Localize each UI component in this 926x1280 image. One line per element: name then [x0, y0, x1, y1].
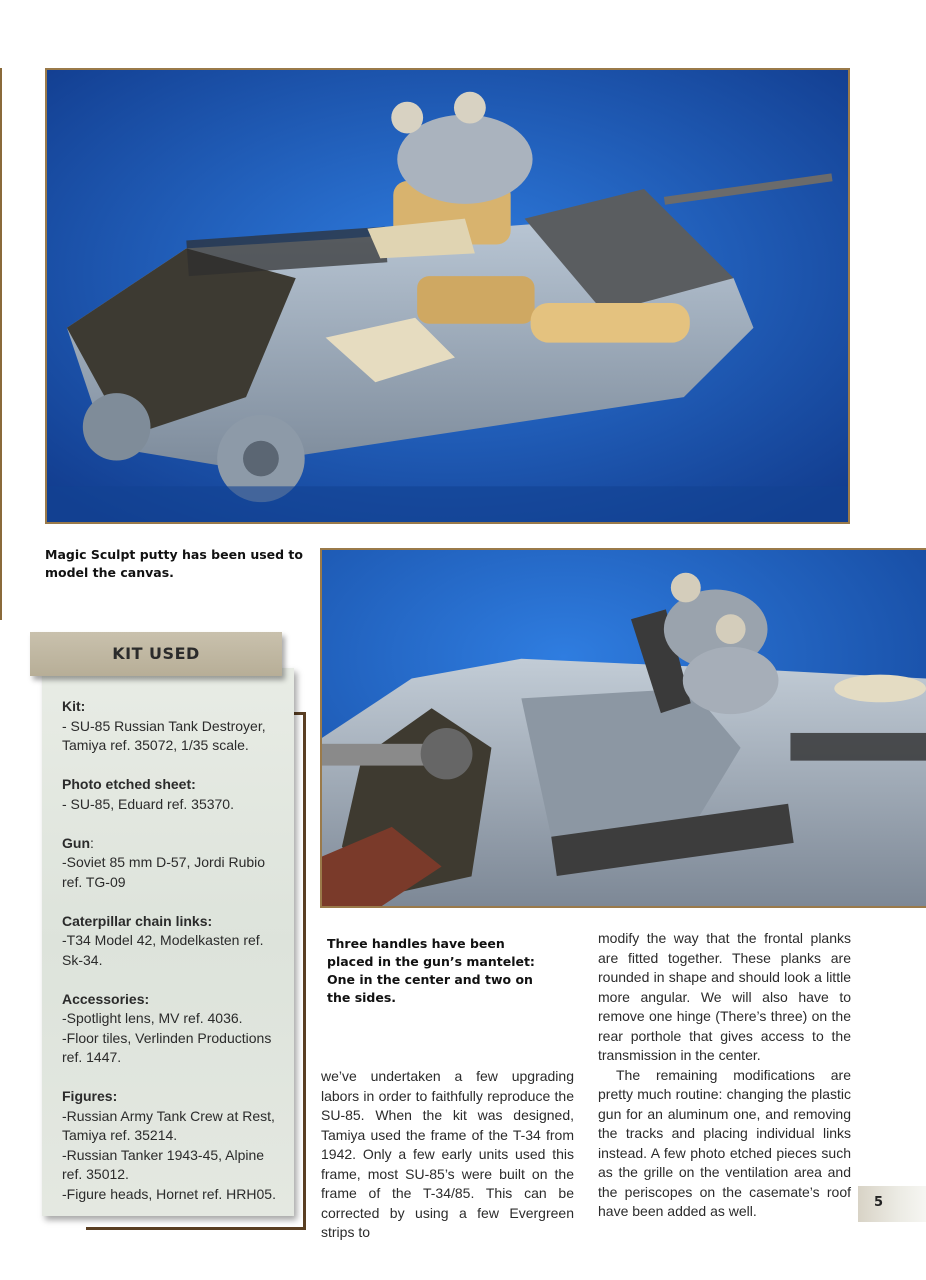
article-paragraph: we’ve undertaken a few upgrading labors in order to faithfully reproduce the SU-85. When the kit was designed, Tamiya used the frame of the T-34 from 1942. Only a few early units used this frame, most SU-85’s were built on the frame of the T-34/85. This can be corrected by using a few Evergreen strips to: [321, 1068, 574, 1240]
tank-photo-front-view: [320, 548, 926, 908]
article-paragraph: The remaining modifications are pretty much routine: changing the plastic gun for an aluminum one, and removing the tracks and placing individual links instead. A few photo etched pieces such as the grille on the ventilation area and the periscopes on the casemate’s roof have been added as well.: [598, 1066, 851, 1219]
article-paragraph: modify the way that the frontal planks are fitted together. These planks are rounded in shape and should look a little more angular. We will also have to remove one hinge (There’s three) on the rear porthole that gives access to the transmission in the center.: [598, 930, 851, 1063]
kit-section-heading: Photo etched sheet:: [62, 776, 196, 792]
kit-section-line: -Soviet 85 mm D-57, Jordi Rubio ref. TG-09: [62, 854, 266, 890]
kit-section-accessories: [62, 990, 287, 1068]
kit-section-heading-colon: :: [90, 834, 94, 851]
left-margin-rule: [0, 68, 2, 620]
kit-section-gun: [62, 834, 287, 893]
kit-section-heading: Caterpillar chain links:: [62, 912, 213, 929]
kit-section-line: -Russian Army Tank Crew at Rest, Tamiya ref. 35214.: [62, 1107, 275, 1143]
kit-section-kit: [62, 697, 287, 756]
article-column-left: [321, 1067, 574, 1243]
kit-section-figures: [62, 1087, 287, 1204]
kit-section-heading: Accessories:: [62, 990, 150, 1007]
kit-section-line: -T34 Model 42, Modelkasten ref. Sk-34.: [62, 932, 264, 968]
kit-section-line: - SU-85, Eduard ref. 35370.: [62, 795, 234, 812]
kit-section-heading: Gun: [62, 834, 90, 851]
kit-section-chain-links: [62, 912, 287, 971]
kit-section-line: -Russian Tanker 1943-45, Alpine ref. 35012.: [62, 1146, 265, 1182]
kit-used-list: [62, 697, 287, 1224]
kit-section-line: - SU-85 Russian Tank Destroyer, Tamiya ref. 35072, 1/35 scale.: [62, 717, 266, 753]
article-column-right: [598, 929, 851, 1222]
kit-section-heading: Kit:: [62, 698, 86, 714]
kit-used-title: KIT USED: [30, 632, 282, 676]
kit-section-line: -Spotlight lens, MV ref. 4036.: [62, 1010, 243, 1026]
kit-section-line: -Figure heads, Hornet ref. HRH05.: [62, 1185, 276, 1202]
kit-section-line: -Floor tiles, Verlinden Productions ref. 1447.: [62, 1029, 272, 1065]
kit-section-photo-etched: [62, 775, 287, 814]
page-number: 5: [874, 1195, 884, 1210]
kit-section-heading: Figures:: [62, 1088, 118, 1104]
caption-middle-photo: Three handles have been placed in the gun’s mantelet: One in the center and two on the sides.: [327, 936, 535, 1005]
caption-top-photo: Magic Sculpt putty has been used to model the canvas.: [45, 547, 303, 580]
tank-photo-rear-view: [45, 68, 850, 524]
page-number-tab: [858, 1186, 926, 1222]
